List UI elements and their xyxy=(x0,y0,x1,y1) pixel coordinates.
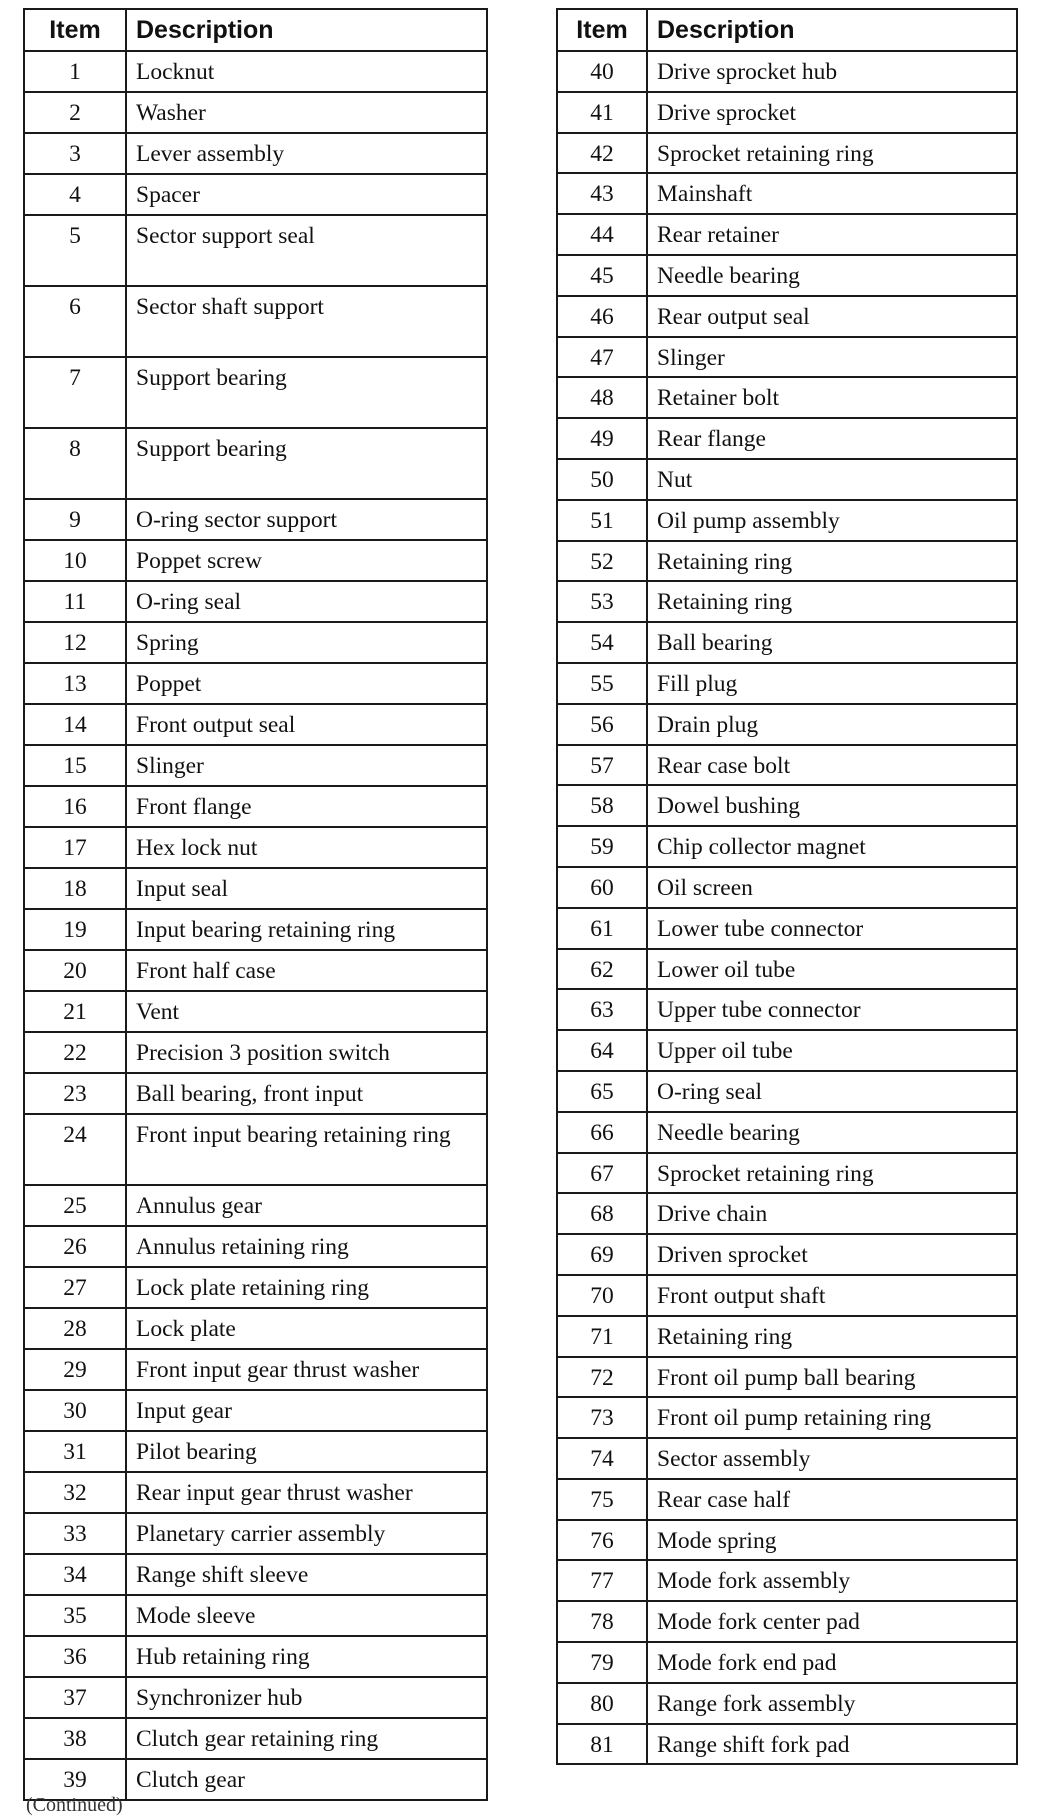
item-description: Support bearing xyxy=(126,357,487,428)
item-number: 48 xyxy=(557,377,647,418)
table-row xyxy=(557,173,1017,214)
table-row xyxy=(24,1267,487,1308)
item-number: 60 xyxy=(557,867,647,908)
item-description: Rear output seal xyxy=(647,296,1017,337)
item-description: Front oil pump retaining ring xyxy=(647,1397,1017,1438)
item-number: 69 xyxy=(557,1234,647,1275)
table-row xyxy=(24,909,487,950)
item-number: 14 xyxy=(24,704,126,745)
item-number: 54 xyxy=(557,622,647,663)
item-number: 29 xyxy=(24,1349,126,1390)
item-description: Annulus gear xyxy=(126,1185,487,1226)
item-number: 8 xyxy=(24,428,126,499)
item-number: 41 xyxy=(557,92,647,133)
item-description: Front half case xyxy=(126,950,487,991)
item-description: Drain plug xyxy=(647,704,1017,745)
item-number: 65 xyxy=(557,1071,647,1112)
item-number: 49 xyxy=(557,418,647,459)
table-row xyxy=(557,51,1017,92)
table-row xyxy=(557,1601,1017,1642)
item-number: 70 xyxy=(557,1275,647,1316)
item-description: Retainer bolt xyxy=(647,377,1017,418)
item-description: Drive sprocket xyxy=(647,92,1017,133)
item-number: 64 xyxy=(557,1030,647,1071)
table-row xyxy=(557,1560,1017,1601)
item-description: Input gear xyxy=(126,1390,487,1431)
table-row xyxy=(24,1554,487,1595)
item-number: 18 xyxy=(24,868,126,909)
table-row xyxy=(557,296,1017,337)
item-number: 28 xyxy=(24,1308,126,1349)
item-number: 44 xyxy=(557,214,647,255)
item-description: Lock plate retaining ring xyxy=(126,1267,487,1308)
item-description: Retaining ring xyxy=(647,1316,1017,1357)
table-row xyxy=(557,1724,1017,1765)
item-number: 21 xyxy=(24,991,126,1032)
item-number: 57 xyxy=(557,745,647,786)
item-number: 75 xyxy=(557,1479,647,1520)
item-description: Mode spring xyxy=(647,1520,1017,1561)
item-description: Lower oil tube xyxy=(647,949,1017,990)
item-number: 40 xyxy=(557,51,647,92)
table-row xyxy=(24,663,487,704)
table-row xyxy=(557,1275,1017,1316)
table-row xyxy=(24,1472,487,1513)
item-column-header: Item xyxy=(24,9,126,51)
item-number: 3 xyxy=(24,133,126,174)
item-number: 12 xyxy=(24,622,126,663)
table-row xyxy=(557,1153,1017,1194)
item-description: Mode fork center pad xyxy=(647,1601,1017,1642)
item-number: 7 xyxy=(24,357,126,428)
item-number: 27 xyxy=(24,1267,126,1308)
item-number: 4 xyxy=(24,174,126,215)
parts-table-right xyxy=(556,8,1018,1765)
item-description: Driven sprocket xyxy=(647,1234,1017,1275)
item-number: 42 xyxy=(557,133,647,174)
item-description: Clutch gear xyxy=(126,1759,487,1800)
item-description: Slinger xyxy=(647,337,1017,378)
item-number: 2 xyxy=(24,92,126,133)
table-row xyxy=(24,1718,487,1759)
table-row xyxy=(24,1114,487,1185)
item-description: Spacer xyxy=(126,174,487,215)
table-row xyxy=(24,1431,487,1472)
item-number: 36 xyxy=(24,1636,126,1677)
item-number: 37 xyxy=(24,1677,126,1718)
table-row xyxy=(557,459,1017,500)
item-number: 33 xyxy=(24,1513,126,1554)
item-description: Lock plate xyxy=(126,1308,487,1349)
table-row xyxy=(24,174,487,215)
item-number: 81 xyxy=(557,1724,647,1765)
item-description: Front flange xyxy=(126,786,487,827)
item-number: 5 xyxy=(24,215,126,286)
table-row xyxy=(557,1316,1017,1357)
table-row xyxy=(557,1642,1017,1683)
table-row xyxy=(557,1193,1017,1234)
table-row xyxy=(557,785,1017,826)
description-column-header: Description xyxy=(647,9,1017,51)
item-number: 73 xyxy=(557,1397,647,1438)
item-description: Mode fork end pad xyxy=(647,1642,1017,1683)
item-number: 25 xyxy=(24,1185,126,1226)
item-description: Vent xyxy=(126,991,487,1032)
table-row xyxy=(557,92,1017,133)
item-number: 62 xyxy=(557,949,647,990)
table-row xyxy=(24,1677,487,1718)
item-description: Retaining ring xyxy=(647,541,1017,582)
item-description: Input seal xyxy=(126,868,487,909)
item-number: 11 xyxy=(24,581,126,622)
table-row xyxy=(557,133,1017,174)
header-row xyxy=(557,9,1017,51)
item-description: Input bearing retaining ring xyxy=(126,909,487,950)
table-row xyxy=(557,500,1017,541)
table-row xyxy=(557,337,1017,378)
item-description: Range fork assembly xyxy=(647,1683,1017,1724)
item-description: Poppet xyxy=(126,663,487,704)
table-row xyxy=(24,1595,487,1636)
item-description: Front input gear thrust washer xyxy=(126,1349,487,1390)
table-row xyxy=(24,133,487,174)
table-row xyxy=(24,51,487,92)
item-description: Upper oil tube xyxy=(647,1030,1017,1071)
item-number: 68 xyxy=(557,1193,647,1234)
table-row xyxy=(24,499,487,540)
table-row xyxy=(24,540,487,581)
item-description: Retaining ring xyxy=(647,581,1017,622)
item-description: Dowel bushing xyxy=(647,785,1017,826)
item-description: O-ring sector support xyxy=(126,499,487,540)
table-row xyxy=(24,1185,487,1226)
item-description: Range shift fork pad xyxy=(647,1724,1017,1765)
item-number: 59 xyxy=(557,826,647,867)
item-number: 35 xyxy=(24,1595,126,1636)
item-number: 13 xyxy=(24,663,126,704)
item-number: 80 xyxy=(557,1683,647,1724)
item-description: Mode fork assembly xyxy=(647,1560,1017,1601)
table-row xyxy=(557,1438,1017,1479)
item-number: 20 xyxy=(24,950,126,991)
table-row xyxy=(24,868,487,909)
item-description: Poppet screw xyxy=(126,540,487,581)
item-number: 9 xyxy=(24,499,126,540)
table-row xyxy=(24,428,487,499)
item-number: 53 xyxy=(557,581,647,622)
item-number: 24 xyxy=(24,1114,126,1185)
item-number: 58 xyxy=(557,785,647,826)
item-number: 38 xyxy=(24,1718,126,1759)
item-description: Front input bearing retaining ring xyxy=(126,1114,487,1185)
table-row xyxy=(24,1513,487,1554)
table-row xyxy=(24,581,487,622)
item-description: O-ring seal xyxy=(126,581,487,622)
item-number: 43 xyxy=(557,173,647,214)
table-row xyxy=(557,867,1017,908)
table-row xyxy=(24,786,487,827)
item-description: Mode sleeve xyxy=(126,1595,487,1636)
item-description: Synchronizer hub xyxy=(126,1677,487,1718)
item-description: Chip collector magnet xyxy=(647,826,1017,867)
item-description: Hub retaining ring xyxy=(126,1636,487,1677)
item-number: 32 xyxy=(24,1472,126,1513)
table-row xyxy=(24,1390,487,1431)
item-description: Nut xyxy=(647,459,1017,500)
table-row xyxy=(557,1112,1017,1153)
item-description: Rear flange xyxy=(647,418,1017,459)
item-number: 56 xyxy=(557,704,647,745)
item-description: Rear case bolt xyxy=(647,745,1017,786)
parts-table-left-body xyxy=(24,51,487,1800)
item-number: 67 xyxy=(557,1153,647,1194)
item-description: Ball bearing, front input xyxy=(126,1073,487,1114)
table-row xyxy=(24,1032,487,1073)
item-description: Locknut xyxy=(126,51,487,92)
item-number: 26 xyxy=(24,1226,126,1267)
item-number: 55 xyxy=(557,663,647,704)
item-description: Clutch gear retaining ring xyxy=(126,1718,487,1759)
table-row xyxy=(557,418,1017,459)
item-number: 17 xyxy=(24,827,126,868)
table-row xyxy=(557,663,1017,704)
table-row xyxy=(24,215,487,286)
item-description: Rear case half xyxy=(647,1479,1017,1520)
table-row xyxy=(24,704,487,745)
item-description: Fill plug xyxy=(647,663,1017,704)
table-row xyxy=(24,357,487,428)
item-description: Needle bearing xyxy=(647,1112,1017,1153)
table-row xyxy=(557,1520,1017,1561)
item-number: 1 xyxy=(24,51,126,92)
table-row xyxy=(557,908,1017,949)
table-row xyxy=(24,1636,487,1677)
item-description: Hex lock nut xyxy=(126,827,487,868)
item-description: Rear retainer xyxy=(647,214,1017,255)
item-description: Drive chain xyxy=(647,1193,1017,1234)
item-description: Pilot bearing xyxy=(126,1431,487,1472)
item-number: 52 xyxy=(557,541,647,582)
item-number: 15 xyxy=(24,745,126,786)
item-description: Washer xyxy=(126,92,487,133)
item-description: Sprocket retaining ring xyxy=(647,133,1017,174)
table-row xyxy=(24,991,487,1032)
item-description: Annulus retaining ring xyxy=(126,1226,487,1267)
header-row xyxy=(24,9,487,51)
table-row xyxy=(557,1397,1017,1438)
table-row xyxy=(557,1479,1017,1520)
item-column-header: Item xyxy=(557,9,647,51)
item-number: 63 xyxy=(557,989,647,1030)
table-row xyxy=(24,827,487,868)
item-number: 77 xyxy=(557,1560,647,1601)
item-number: 6 xyxy=(24,286,126,357)
item-number: 79 xyxy=(557,1642,647,1683)
table-row xyxy=(557,949,1017,990)
table-row xyxy=(24,622,487,663)
table-row xyxy=(24,1073,487,1114)
item-description: Range shift sleeve xyxy=(126,1554,487,1595)
table-row xyxy=(557,1357,1017,1398)
item-description: Sector support seal xyxy=(126,215,487,286)
item-number: 10 xyxy=(24,540,126,581)
table-row xyxy=(24,1226,487,1267)
item-number: 78 xyxy=(557,1601,647,1642)
item-number: 34 xyxy=(24,1554,126,1595)
item-description: Rear input gear thrust washer xyxy=(126,1472,487,1513)
item-number: 51 xyxy=(557,500,647,541)
item-description: Sector assembly xyxy=(647,1438,1017,1479)
item-description: Upper tube connector xyxy=(647,989,1017,1030)
parts-table-right-body xyxy=(557,51,1017,1764)
item-number: 72 xyxy=(557,1357,647,1398)
item-description: Spring xyxy=(126,622,487,663)
table-row xyxy=(557,1234,1017,1275)
item-description: Precision 3 position switch xyxy=(126,1032,487,1073)
item-description: Sector shaft support xyxy=(126,286,487,357)
item-number: 47 xyxy=(557,337,647,378)
item-description: Needle bearing xyxy=(647,255,1017,296)
table-row xyxy=(24,1308,487,1349)
item-number: 46 xyxy=(557,296,647,337)
item-number: 39 xyxy=(24,1759,126,1800)
item-description: Planetary carrier assembly xyxy=(126,1513,487,1554)
item-number: 22 xyxy=(24,1032,126,1073)
table-row xyxy=(24,92,487,133)
table-row xyxy=(557,1030,1017,1071)
table-row xyxy=(557,1071,1017,1112)
table-row xyxy=(557,1683,1017,1724)
item-number: 76 xyxy=(557,1520,647,1561)
table-row xyxy=(557,255,1017,296)
item-description: Ball bearing xyxy=(647,622,1017,663)
item-description: Lever assembly xyxy=(126,133,487,174)
table-row xyxy=(557,377,1017,418)
item-description: Sprocket retaining ring xyxy=(647,1153,1017,1194)
table-row xyxy=(24,286,487,357)
item-number: 61 xyxy=(557,908,647,949)
item-number: 50 xyxy=(557,459,647,500)
item-description: Front oil pump ball bearing xyxy=(647,1357,1017,1398)
item-number: 31 xyxy=(24,1431,126,1472)
item-description: Oil pump assembly xyxy=(647,500,1017,541)
description-column-header: Description xyxy=(126,9,487,51)
item-description: Support bearing xyxy=(126,428,487,499)
table-row xyxy=(557,541,1017,582)
table-row xyxy=(557,581,1017,622)
item-number: 23 xyxy=(24,1073,126,1114)
table-row xyxy=(557,622,1017,663)
item-number: 74 xyxy=(557,1438,647,1479)
item-description: Mainshaft xyxy=(647,173,1017,214)
item-description: Front output seal xyxy=(126,704,487,745)
table-row xyxy=(557,745,1017,786)
item-number: 30 xyxy=(24,1390,126,1431)
item-description: Front output shaft xyxy=(647,1275,1017,1316)
item-number: 66 xyxy=(557,1112,647,1153)
table-row xyxy=(24,950,487,991)
item-description: Drive sprocket hub xyxy=(647,51,1017,92)
item-description: O-ring seal xyxy=(647,1071,1017,1112)
item-description: Oil screen xyxy=(647,867,1017,908)
table-row xyxy=(24,1349,487,1390)
continued-note: (Continued) xyxy=(26,1794,123,1816)
table-row xyxy=(24,745,487,786)
parts-table-left xyxy=(23,8,488,1801)
table-row xyxy=(557,826,1017,867)
item-number: 16 xyxy=(24,786,126,827)
table-row xyxy=(557,704,1017,745)
item-number: 45 xyxy=(557,255,647,296)
item-description: Slinger xyxy=(126,745,487,786)
table-row xyxy=(557,989,1017,1030)
item-number: 71 xyxy=(557,1316,647,1357)
item-number: 19 xyxy=(24,909,126,950)
table-row xyxy=(557,214,1017,255)
item-description: Lower tube connector xyxy=(647,908,1017,949)
